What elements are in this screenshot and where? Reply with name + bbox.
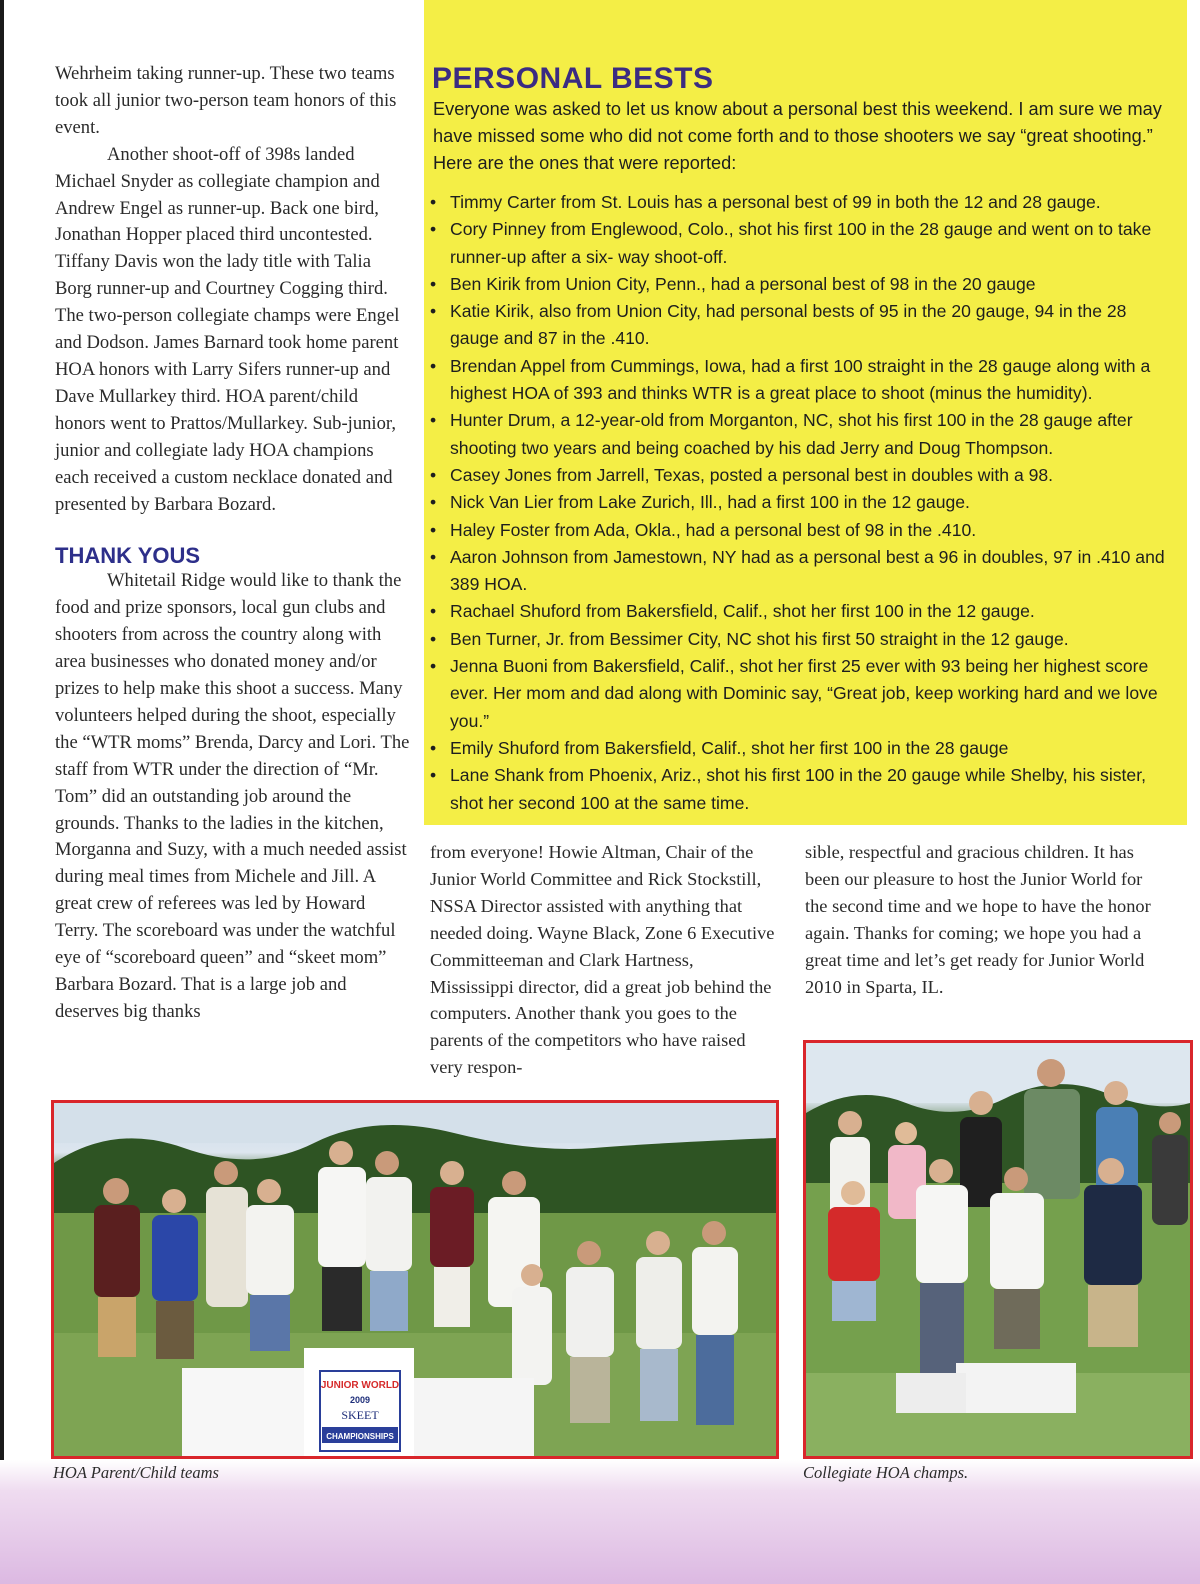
page-edge <box>0 0 4 1584</box>
list-item: • Ben Turner, Jr. from Bessimer City, NC shot his first 50 straight in the 12 gauge. <box>430 626 1175 653</box>
banner-text: 2009 <box>349 1395 371 1405</box>
banner-text: SKEET <box>341 1408 379 1422</box>
thank-yous-heading: THANK YOUS <box>55 543 201 569</box>
list-item: • Nick Van Lier from Lake Zurich, Ill., had a first 100 in the 12 gauge. <box>430 489 1175 516</box>
list-item: • Ben Kirik from Union City, Penn., had a personal best of 98 in the 20 gauge <box>430 271 1175 298</box>
banner-text: CHAMPIONSHIPS <box>326 1432 394 1441</box>
list-item: • Timmy Carter from St. Louis has a personal best of 99 in both the 12 and 28 gauge. <box>430 189 1175 216</box>
personal-bests-list <box>430 189 1175 817</box>
list-item: • Hunter Drum, a 12-year-old from Morganton, NC, shot his first 100 in the 28 gauge after shooting two years and being coached by his dad Jerry and Doug Thompson. <box>430 407 1175 462</box>
list-item: • Emily Shuford from Bakersfield, Calif., shot her first 100 in the 28 gauge <box>430 735 1175 762</box>
photo-caption-right: Collegiate HOA champs. <box>803 1463 969 1482</box>
banner-text: JUNIOR WORLD <box>320 1380 400 1391</box>
group-photo-illustration <box>54 1103 776 1456</box>
photo-caption-left: HOA Parent/Child teams <box>53 1463 219 1482</box>
photo-hoa-parent-child-teams <box>51 1100 779 1459</box>
right-column-text: sible, respectful and gracious children. It has been our pleasure to host the Junior World for the second time and we hope to have the honor again. Thanks for coming; we hope you had a great time and let’s get ready for Junior World 2010 in Sparta, IL. <box>805 842 1151 997</box>
personal-bests-title: PERSONAL BESTS <box>432 62 714 95</box>
personal-bests-box <box>424 0 1187 825</box>
list-item: • Casey Jones from Jarrell, Texas, posted a personal best in doubles with a 98. <box>430 462 1175 489</box>
article-paragraph: Wehrheim taking runner-up. These two teams took all junior two-person team honors of this event. <box>55 63 397 138</box>
article-paragraph: Another shoot-off of 398s landed Michael Snyder as collegiate champion and Andrew Engel as runner-up. Back one bird, Jonathan Hopper placed third uncontested. Tiffany Davis won the lady title with Talia Borg runner-up and Courtney Cogging third. The two-person collegiate champs were Engel and Dodson. James Barnard took home parent HOA honors with Larry Sifers runner-up and Dave Mullarkey third. HOA parent/child honors went to Prattos/Mullarkey. Sub-junior, junior and collegiate lady HOA champions each received a custom necklace donated and presented by Barbara Bozard. <box>55 143 400 515</box>
list-item: • Katie Kirik, also from Union City, had personal bests of 95 in the 20 gauge, 94 in the 28 gauge and 87 in the .410. <box>430 298 1175 353</box>
list-item: • Brendan Appel from Cummings, Iowa, had a first 100 straight in the 28 gauge along with a highest HOA of 393 and thinks WTR is a great place to shoot (minus the humidity). <box>430 353 1175 408</box>
left-column <box>55 61 410 1026</box>
list-item: • Aaron Johnson from Jamestown, NY had as a personal best a 96 in doubles, 97 in .410 and 389 HOA. <box>430 544 1175 599</box>
thank-yous-paragraph: Whitetail Ridge would like to thank the food and prize sponsors, local gun clubs and shooters from across the country along with area businesses who donated money and/or prizes to help make this shoot a success. Many volunteers helped during the shoot, especially the “WTR moms” Brenda, Darcy and Lori. The staff from WTR under the direction of “Mr. Tom” did an outstanding job around the grounds. Thanks to the ladies in the kitchen, Morganna and Suzy, with a much needed assist during meal times from Michele and Jill. A great crew of referees was led by Howard Terry. The scoreboard was under the watchful eye of “scoreboard queen” and “skeet mom” Barbara Bozard. That is a large job and deserves big thanks <box>55 570 410 1022</box>
middle-column-text: from everyone! Howie Altman, Chair of the Junior World Committee and Rick Stockstill, NSSA Director assisted with anything that needed doing. Wayne Black, Zone 6 Executive Committeeman and Clark Hartness, Mississippi director, did a great job behind the computers. Another thank you goes to the parents of the competitors who have raised very respon- <box>430 842 775 1078</box>
list-item: • Rachael Shuford from Bakersfield, Calif., shot her first 100 in the 12 gauge. <box>430 598 1175 625</box>
list-item: • Cory Pinney from Englewood, Colo., shot his first 100 in the 28 gauge and went on to take runner-up after a six- way shoot-off. <box>430 216 1175 271</box>
group-photo-illustration <box>806 1043 1190 1456</box>
personal-bests-intro: Everyone was asked to let us know about a personal best this weekend. I am sure we may have missed some who did not come forth and to those shooters we say “great shooting.” Here are the ones that were reported: <box>433 99 1162 173</box>
list-item: • Jenna Buoni from Bakersfield, Calif., shot her first 25 ever with 93 being her highest score ever. Her mom and dad along with Dominic say, “Great job, keep working hard and we love you.” <box>430 653 1175 735</box>
list-item: • Haley Foster from Ada, Okla., had a personal best of 98 in the .410. <box>430 517 1175 544</box>
photo-collegiate-hoa-champs <box>803 1040 1193 1459</box>
list-item: • Lane Shank from Phoenix, Ariz., shot his first 100 in the 20 gauge while Shelby, his sister, shot her second 100 at the same time. <box>430 762 1175 817</box>
